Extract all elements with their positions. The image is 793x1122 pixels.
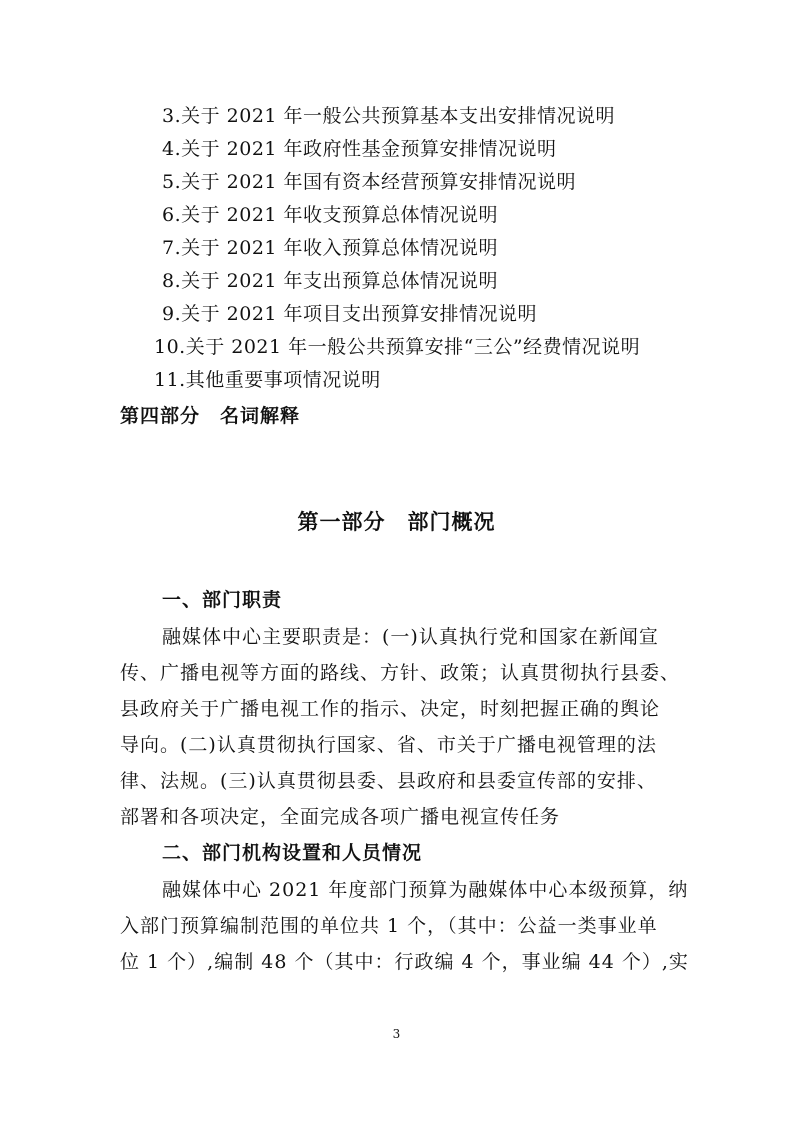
- section-heading-duties: 一、部门职责: [162, 589, 283, 611]
- paragraph-line: 县政府关于广播电视工作的指示、决定，时刻把握正确的舆论: [120, 698, 661, 720]
- paragraph-line: 传、广播电视等方面的路线、方针、政策；认真贯彻执行县委、: [120, 662, 681, 684]
- page-number: 3: [392, 1027, 401, 1041]
- paragraph-line: 导向。(二)认真贯彻执行国家、省、市关于广播电视管理的法: [120, 734, 657, 756]
- toc-item: 9.关于 2021 年项目支出预算安排情况说明: [162, 303, 538, 325]
- toc-item: 6.关于 2021 年收支预算总体情况说明: [162, 204, 499, 226]
- toc-item: 10.关于 2021 年一般公共预算安排“三公”经费情况说明: [154, 336, 641, 358]
- chapter-title: 第一部分 部门概况: [297, 510, 496, 534]
- toc-item: 11.其他重要事项情况说明: [154, 369, 381, 391]
- paragraph-line: 部署和各项决定，全面完成各项广播电视宣传任务: [120, 806, 561, 828]
- paragraph-line: 律、法规。(三)认真贯彻县委、县政府和县委宣传部的安排、: [120, 770, 657, 792]
- paragraph-line: 位 1 个）,编制 48 个（其中：行政编 4 个，事业编 44 个）,实: [120, 951, 689, 973]
- paragraph-line: 融媒体中心 2021 年度部门预算为融媒体中心本级预算，纳: [162, 879, 689, 901]
- paragraph-line: 入部门预算编制范围的单位共 1 个，（其中：公益一类事业单: [120, 915, 658, 937]
- toc-item: 8.关于 2021 年支出预算总体情况说明: [162, 270, 499, 292]
- toc-item: 3.关于 2021 年一般公共预算基本支出安排情况说明: [162, 105, 616, 127]
- toc-item: 5.关于 2021 年国有资本经营预算安排情况说明: [162, 171, 577, 193]
- toc-item: 7.关于 2021 年收入预算总体情况说明: [162, 237, 499, 259]
- table-of-contents: [154, 100, 722, 397]
- section-heading-organization: 二、部门机构设置和人员情况: [162, 842, 423, 864]
- toc-item: 4.关于 2021 年政府性基金预算安排情况说明: [162, 138, 557, 160]
- part-four-heading: 第四部分 名词解释: [120, 405, 301, 427]
- paragraph-line: 融媒体中心主要职责是：(一)认真执行党和国家在新闻宣: [162, 626, 659, 648]
